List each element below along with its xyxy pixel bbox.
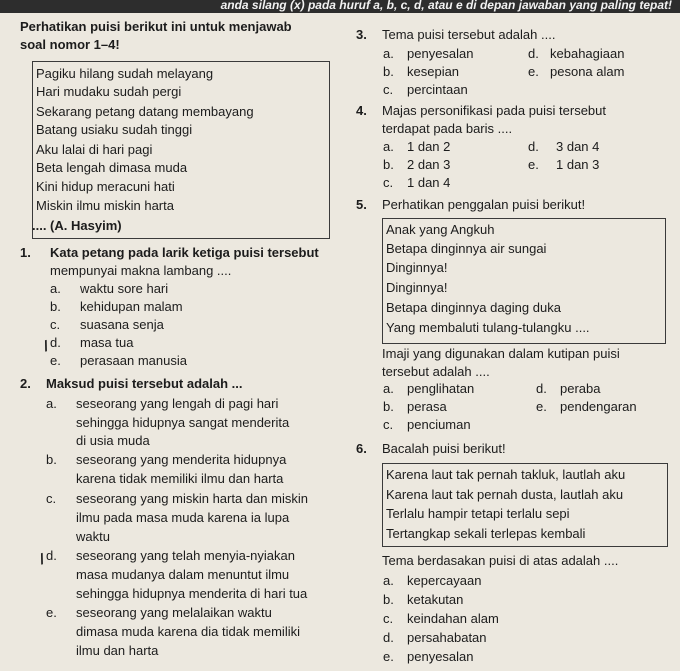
q2-option-c-line: seseorang yang miskin harta dan miskin: [76, 491, 308, 506]
poem3-line: Karena laut tak pernah dusta, lautlah aku: [386, 487, 624, 502]
q3-option-c[interactable]: c.: [383, 82, 394, 97]
q5-option-b-text: perasa: [407, 399, 447, 414]
header-strip-text: anda silang (x) pada huruf a, b, c, d, atau e di depan jawaban yang paling tepat!: [220, 0, 672, 12]
q5-option-d[interactable]: d.: [536, 381, 547, 396]
q1-option-c[interactable]: c.: [50, 317, 61, 332]
q2-option-e-line: seseorang yang melalaikan waktu: [76, 605, 272, 620]
poem2-line: Dinginnya!: [386, 260, 448, 275]
poem2-line: Dinginnya!: [386, 280, 448, 295]
q1-option-a-text: waktu sore hari: [80, 281, 169, 296]
q5-number: 5.: [356, 197, 367, 212]
poem2-line: Betapa dinginnya air sungai: [386, 241, 547, 256]
q4-option-b-text: 2 dan 3: [407, 157, 451, 172]
q3-option-d-text: kebahagiaan: [550, 46, 625, 61]
q6-stem: Bacalah puisi berikut!: [382, 441, 506, 456]
poem3-line: Tertangkap sekali terlepas kembali: [386, 526, 586, 541]
q6-option-a[interactable]: a.: [383, 573, 394, 588]
q6-option-c[interactable]: c.: [383, 611, 394, 626]
q1-option-e[interactable]: e.: [50, 353, 61, 368]
q4-option-b[interactable]: b.: [383, 157, 394, 172]
q3-option-c-text: percintaan: [407, 82, 468, 97]
q2-option-b[interactable]: b.: [46, 452, 57, 467]
q3-option-b-text: kesepian: [407, 64, 460, 79]
q4-option-a[interactable]: a.: [383, 139, 394, 154]
poem2-line: Yang membaluti tulang-tulangku ....: [386, 320, 590, 335]
q3-option-a[interactable]: a.: [383, 46, 394, 61]
q5-question-line1: Imaji yang digunakan dalam kutipan puisi: [382, 346, 620, 361]
q5-option-a[interactable]: a.: [383, 381, 394, 396]
q6-option-d[interactable]: d.: [383, 630, 394, 645]
q1-stem-line2: mempunyai makna lambang ....: [50, 263, 232, 278]
q2-option-a-line: seseorang yang lengah di pagi hari: [76, 396, 279, 411]
q3-number: 3.: [356, 27, 367, 42]
q6-option-e[interactable]: e.: [383, 649, 394, 664]
poem2-line: Betapa dinginnya daging duka: [386, 300, 561, 315]
q2-option-d-line: masa mudanya dalam menuntut ilmu: [76, 567, 290, 582]
q6-option-c-text: keindahan alam: [407, 611, 499, 626]
q2-option-b-line: karena tidak memiliki ilmu dan harta: [76, 471, 284, 486]
q1-option-a[interactable]: a.: [50, 281, 61, 296]
q1-option-d-text: masa tua: [80, 335, 134, 350]
q2-option-a-line: sehingga hidupnya sangat menderita: [76, 415, 290, 430]
poem1-line: Beta lengah dimasa muda: [36, 160, 188, 175]
pen-mark-icon: /: [42, 337, 50, 356]
q4-option-e-text: 1 dan 3: [556, 157, 600, 172]
q1-option-e-text: perasaan manusia: [80, 353, 187, 368]
q4-option-a-text: 1 dan 2: [407, 139, 451, 154]
q5-option-b[interactable]: b.: [383, 399, 394, 414]
q1-option-b[interactable]: b.: [50, 299, 61, 314]
q3-option-e[interactable]: e.: [528, 64, 539, 79]
poem3-line: Karena laut tak pernah takluk, lautlah aku: [386, 467, 626, 482]
q3-option-d[interactable]: d.: [528, 46, 539, 61]
q2-option-e-line: ilmu dan harta: [76, 643, 159, 658]
q6-question: Tema berdasakan puisi di atas adalah ....: [382, 553, 619, 568]
q1-option-d[interactable]: d.: [50, 335, 61, 350]
q3-option-e-text: pesona alam: [550, 64, 625, 79]
poem1-line: Kini hidup meracuni hati: [36, 179, 175, 194]
poem1-line: Hari mudaku sudah pergi: [36, 84, 182, 99]
q6-option-d-text: persahabatan: [407, 630, 487, 645]
q4-option-c[interactable]: c.: [383, 175, 394, 190]
q4-stem-line2: terdapat pada baris ....: [382, 121, 513, 136]
instruction-line2: soal nomor 1–4!: [20, 37, 120, 52]
q1-number: 1.: [20, 245, 31, 260]
q2-option-d-line: sehingga hidupnya menderita di hari tua: [76, 586, 308, 601]
q2-option-b-line: seseorang yang menderita hidupnya: [76, 452, 287, 467]
q5-option-c[interactable]: c.: [383, 417, 394, 432]
q4-stem-line1: Majas personifikasi pada puisi tersebut: [382, 103, 607, 118]
q2-option-e[interactable]: e.: [46, 605, 57, 620]
poem1-line: Aku lalai di hari pagi: [36, 142, 153, 157]
q6-option-e-text: penyesalan: [407, 649, 474, 664]
poem1-line: Pagiku hilang sudah melayang: [36, 66, 214, 81]
pen-mark-icon: /: [38, 550, 46, 569]
q4-option-c-text: 1 dan 4: [407, 175, 451, 190]
poem1-author: .... (A. Hasyim): [32, 218, 122, 233]
header-strip: [0, 0, 680, 13]
q1-option-b-text: kehidupan malam: [80, 299, 183, 314]
q5-question-line2: tersebut adalah ....: [382, 364, 490, 379]
instruction-line1: Perhatikan puisi berikut ini untuk menjawab: [20, 19, 292, 34]
q6-option-b[interactable]: b.: [383, 592, 394, 607]
q2-stem: Maksud puisi tersebut adalah ...: [46, 376, 243, 391]
q3-stem: Tema puisi tersebut adalah ....: [382, 27, 556, 42]
q5-option-c-text: penciuman: [407, 417, 471, 432]
q5-option-d-text: peraba: [560, 381, 601, 396]
q4-option-d-text: 3 dan 4: [556, 139, 600, 154]
poem1-line: Miskin ilmu miskin harta: [36, 198, 174, 213]
q2-option-c-line: waktu: [76, 529, 110, 544]
q2-option-c[interactable]: c.: [46, 491, 57, 506]
poem1-line: Batang usiaku sudah tinggi: [36, 122, 193, 137]
q2-option-d[interactable]: d.: [46, 548, 57, 563]
q6-number: 6.: [356, 441, 367, 456]
q1-stem-line1: Kata petang pada larik ketiga puisi tersebut: [50, 245, 319, 260]
q5-option-e[interactable]: e.: [536, 399, 547, 414]
q4-option-d[interactable]: d.: [528, 139, 539, 154]
q2-option-a-line: di usia muda: [76, 433, 150, 448]
q6-option-b-text: ketakutan: [407, 592, 464, 607]
q4-option-e[interactable]: e.: [528, 157, 539, 172]
q2-option-e-line: dimasa muda karena dia tidak memiliki: [76, 624, 300, 639]
q1-option-c-text: suasana senja: [80, 317, 164, 332]
poem1-line: Sekarang petang datang membayang: [36, 104, 254, 119]
q5-option-e-text: pendengaran: [560, 399, 637, 414]
q2-option-d-line: seseorang yang telah menyia-nyiakan: [76, 548, 295, 563]
q5-stem: Perhatikan penggalan puisi berikut!: [382, 197, 586, 212]
q6-option-a-text: kepercayaan: [407, 573, 482, 588]
q2-option-c-line: ilmu pada masa muda karena ia lupa: [76, 510, 290, 525]
q3-option-b[interactable]: b.: [383, 64, 394, 79]
q3-option-a-text: penyesalan: [407, 46, 474, 61]
q4-number: 4.: [356, 103, 367, 118]
q5-option-a-text: penglihatan: [407, 381, 475, 396]
poem2-title: Anak yang Angkuh: [386, 222, 495, 237]
q2-option-a[interactable]: a.: [46, 396, 57, 411]
poem3-line: Terlalu hampir tetapi terlalu sepi: [386, 506, 570, 521]
q2-number: 2.: [20, 376, 31, 391]
